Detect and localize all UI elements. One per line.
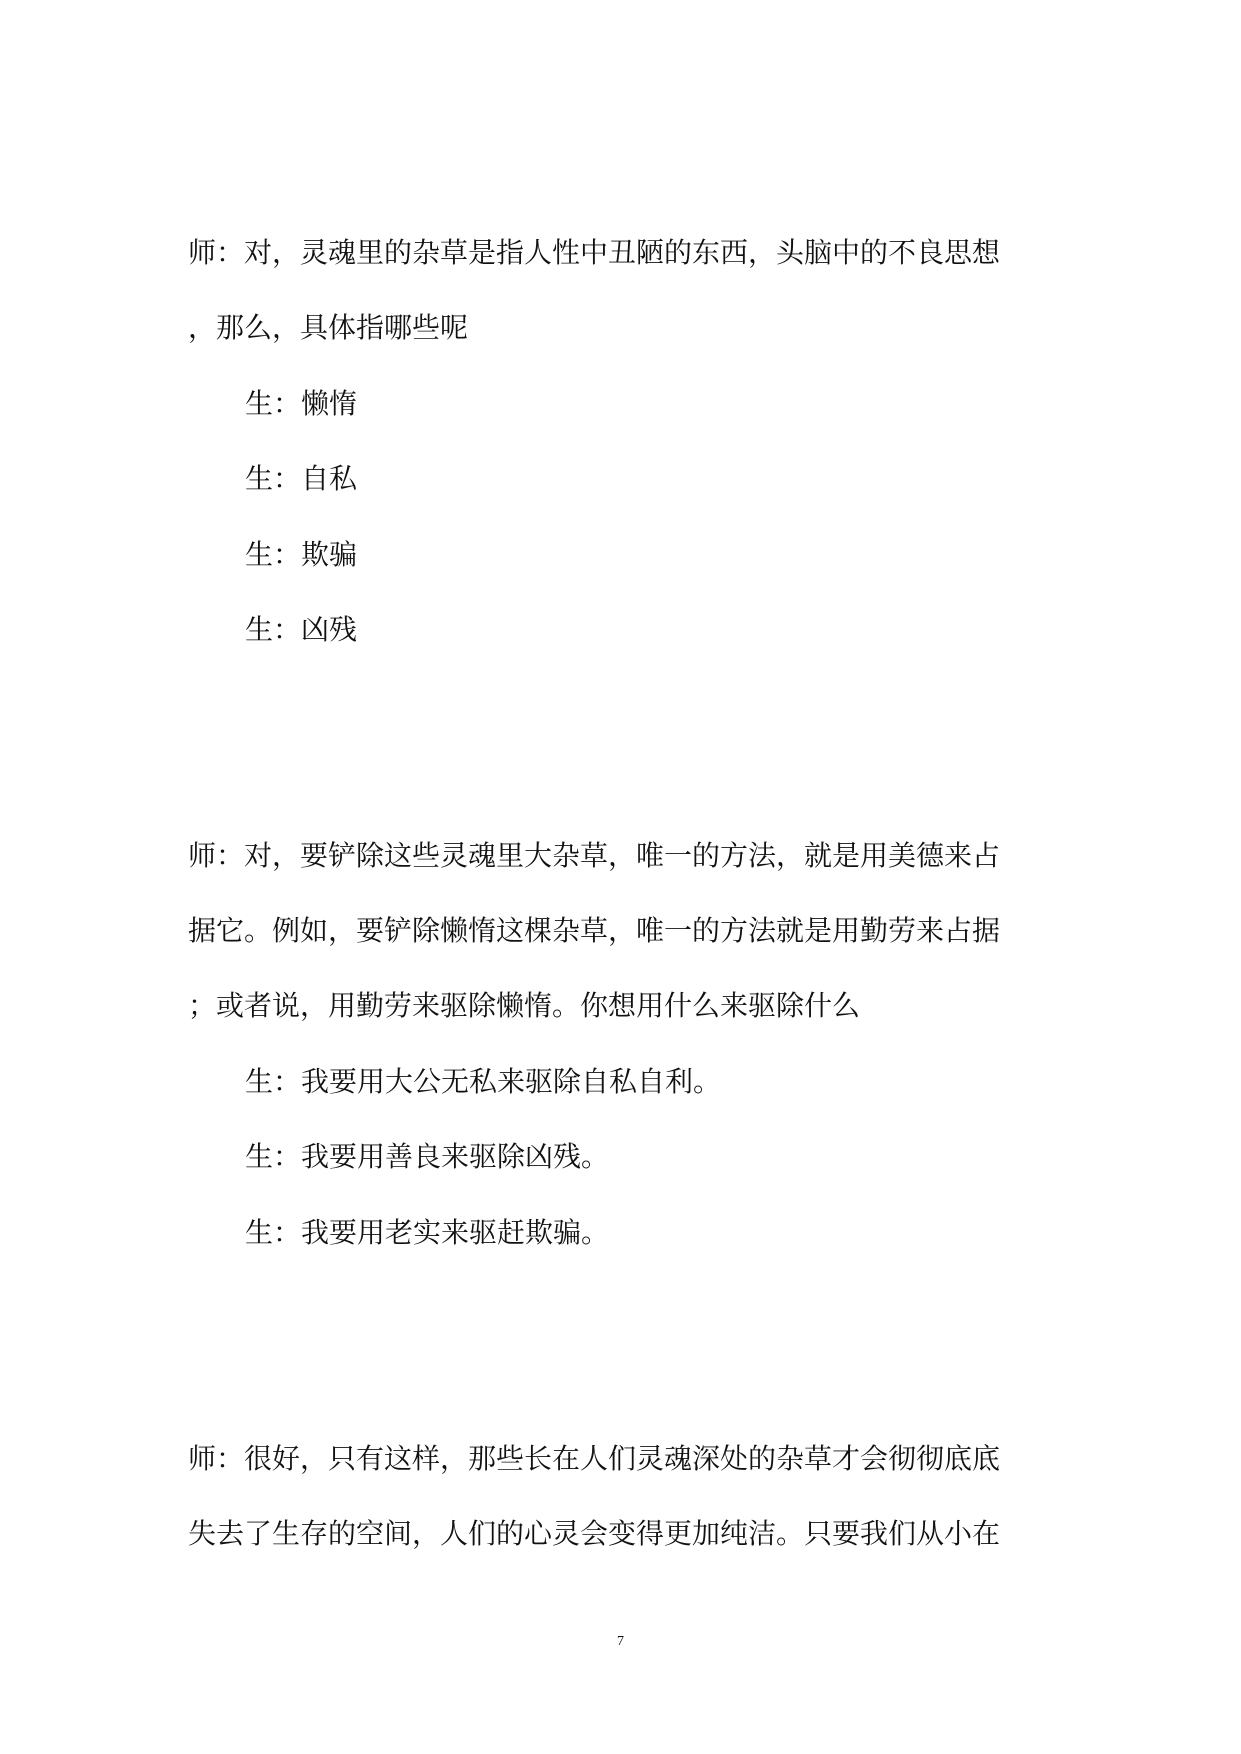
student-line: 生：欺骗 bbox=[245, 538, 358, 571]
student-line: 生：我要用善良来驱除凶残。 bbox=[245, 1140, 610, 1173]
page-number: 7 bbox=[617, 1634, 624, 1649]
student-line: 生：懒惰 bbox=[245, 387, 358, 420]
teacher-line: 师：对，灵魂里的杂草是指人性中丑陋的东西，头脑中的不良思想 bbox=[188, 236, 1001, 269]
teacher-line: ；或者说，用勤劳来驱除懒惰。你想用什么来驱除什么 bbox=[188, 989, 861, 1022]
student-line: 生：自私 bbox=[245, 462, 358, 495]
teacher-line: 师：对，要铲除这些灵魂里大杂草，唯一的方法，就是用美德来占 bbox=[188, 839, 1001, 872]
teacher-line: 据它。例如，要铲除懒惰这棵杂草，唯一的方法就是用勤劳来占据 bbox=[188, 914, 1001, 947]
teacher-line: 师：很好，只有这样，那些长在人们灵魂深处的杂草才会彻彻底底 bbox=[188, 1442, 1001, 1475]
student-line: 生：我要用老实来驱赶欺骗。 bbox=[245, 1216, 610, 1249]
teacher-line: ，那么，具体指哪些呢 bbox=[188, 311, 469, 344]
student-line: 生：我要用大公无私来驱除自私自利。 bbox=[245, 1065, 722, 1098]
teacher-line: 失去了生存的空间，人们的心灵会变得更加纯洁。只要我们从小在 bbox=[188, 1517, 1001, 1550]
student-line: 生：凶残 bbox=[245, 613, 358, 646]
